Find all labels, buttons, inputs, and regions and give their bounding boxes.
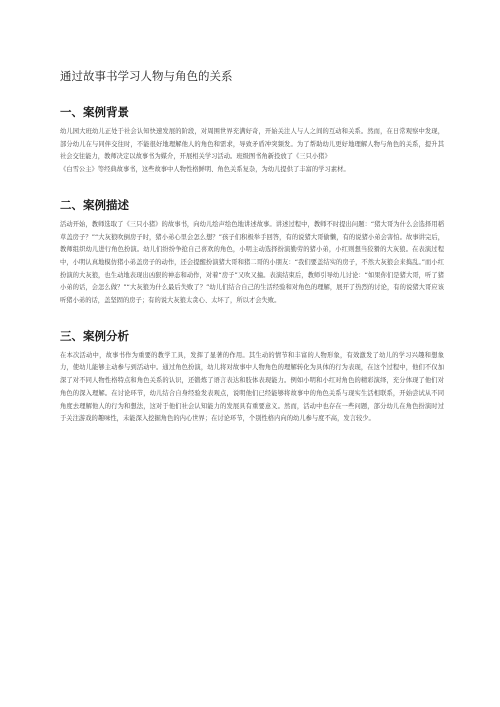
section-heading: 一、案例背景 [60,105,129,119]
section-heading: 二、案例描述 [60,197,129,212]
paragraph: 《白雪公主》等经典故事书，这些故事中人物性格鲜明、角色关系复杂，为幼儿提供了丰富的学习素材。 [60,166,350,174]
paragraph: 幼儿园大班幼儿正处于社会认知快速发展的阶段，对周围世界充满好奇，开始关注人与人之间的互动和关系。然而，在日常观察中发现，部分幼儿在与同伴交往时，不能很好地理解他人的角色和需求，导致矛盾冲突频发。为了帮助幼儿更好地理解人物与角色的关系，提升其社会交往能力，教师决定以故事书为媒介，开展相关学习活动。班级图书角新投放了《三只小猪》 [60,128,444,161]
document-title: 通过故事书学习人物与角色的关系 [60,69,233,83]
paragraph: 在本次活动中，故事书作为重要的教学工具，发挥了显著的作用。其生动的情节和丰富的人物形象，有效激发了幼儿的学习兴趣和想象力，使幼儿能够主动参与到活动中。通过角色扮演，幼儿将对故事中人物角色的理解转化为具体的行为表现，在这个过程中，他们不仅加深了对不同人物性格特点和角色关系的认识，还锻炼了语言表达和肢体表现能力。例如小明和小红对角色的精彩演绎，充分体现了他们对角色的深入理解。在讨论环节，幼儿结合自身经验发表观点，说明他们已经能够将故事中的角色关系与现实生活相联系，开始尝试从不同角度去理解他人的行为和想法，这对于他们社会认知能力的发展具有重要意义。然而，活动中也存在一些问题，部分幼儿在角色扮演时过于关注游戏的趣味性，未能深入挖掘角色的内心世界；在讨论环节，个别性格内向的幼儿参与度不高，发言较少。 [60,351,444,423]
paragraph: 活动开始，教师选取了《三只小猪》的故事书，向幼儿绘声绘色地讲述故事。讲述过程中，教师不时提出问题：“猪大哥为什么会选择用稻草盖房子？”“大灰狼吹倒房子时，猪小弟心里会怎么想？”孩子们积极举手回答，有的说猪大哥偷懒，有的说猪小弟会害怕。故事讲完后，教师组织幼儿进行角色扮演。幼儿们纷纷争抢自己喜欢的角色，小明主动选择扮演勤劳的猪小弟，小红则想当狡猾的大灰狼。在表演过程中，小明认真地模仿猪小弟盖房子的动作，还会提醒扮演猪大哥和猪二哥的小朋友：“我们要盖结实的房子，不然大灰狼会来捣乱。”而小红扮演的大灰狼，也生动地表现出凶狠的神态和动作，对着“房子”又吹又撞。表演结束后，教师引导幼儿讨论：“如果你们是猪大哥，听了猪小弟的话，会怎么做？”“大灰狼为什么最后失败了？”幼儿们结合自己的生活经验和对角色的理解，展开了热烈的讨论，有的说猪大哥应该听猪小弟的话，盖坚固的房子；有的说大灰狼太贪心、太坏了，所以才会失败。 [60,220,444,305]
section-analysis [60,329,444,426]
document-page [60,68,444,447]
section-heading: 三、案例分析 [60,328,129,343]
section-description [60,198,444,308]
section-background [60,105,444,177]
